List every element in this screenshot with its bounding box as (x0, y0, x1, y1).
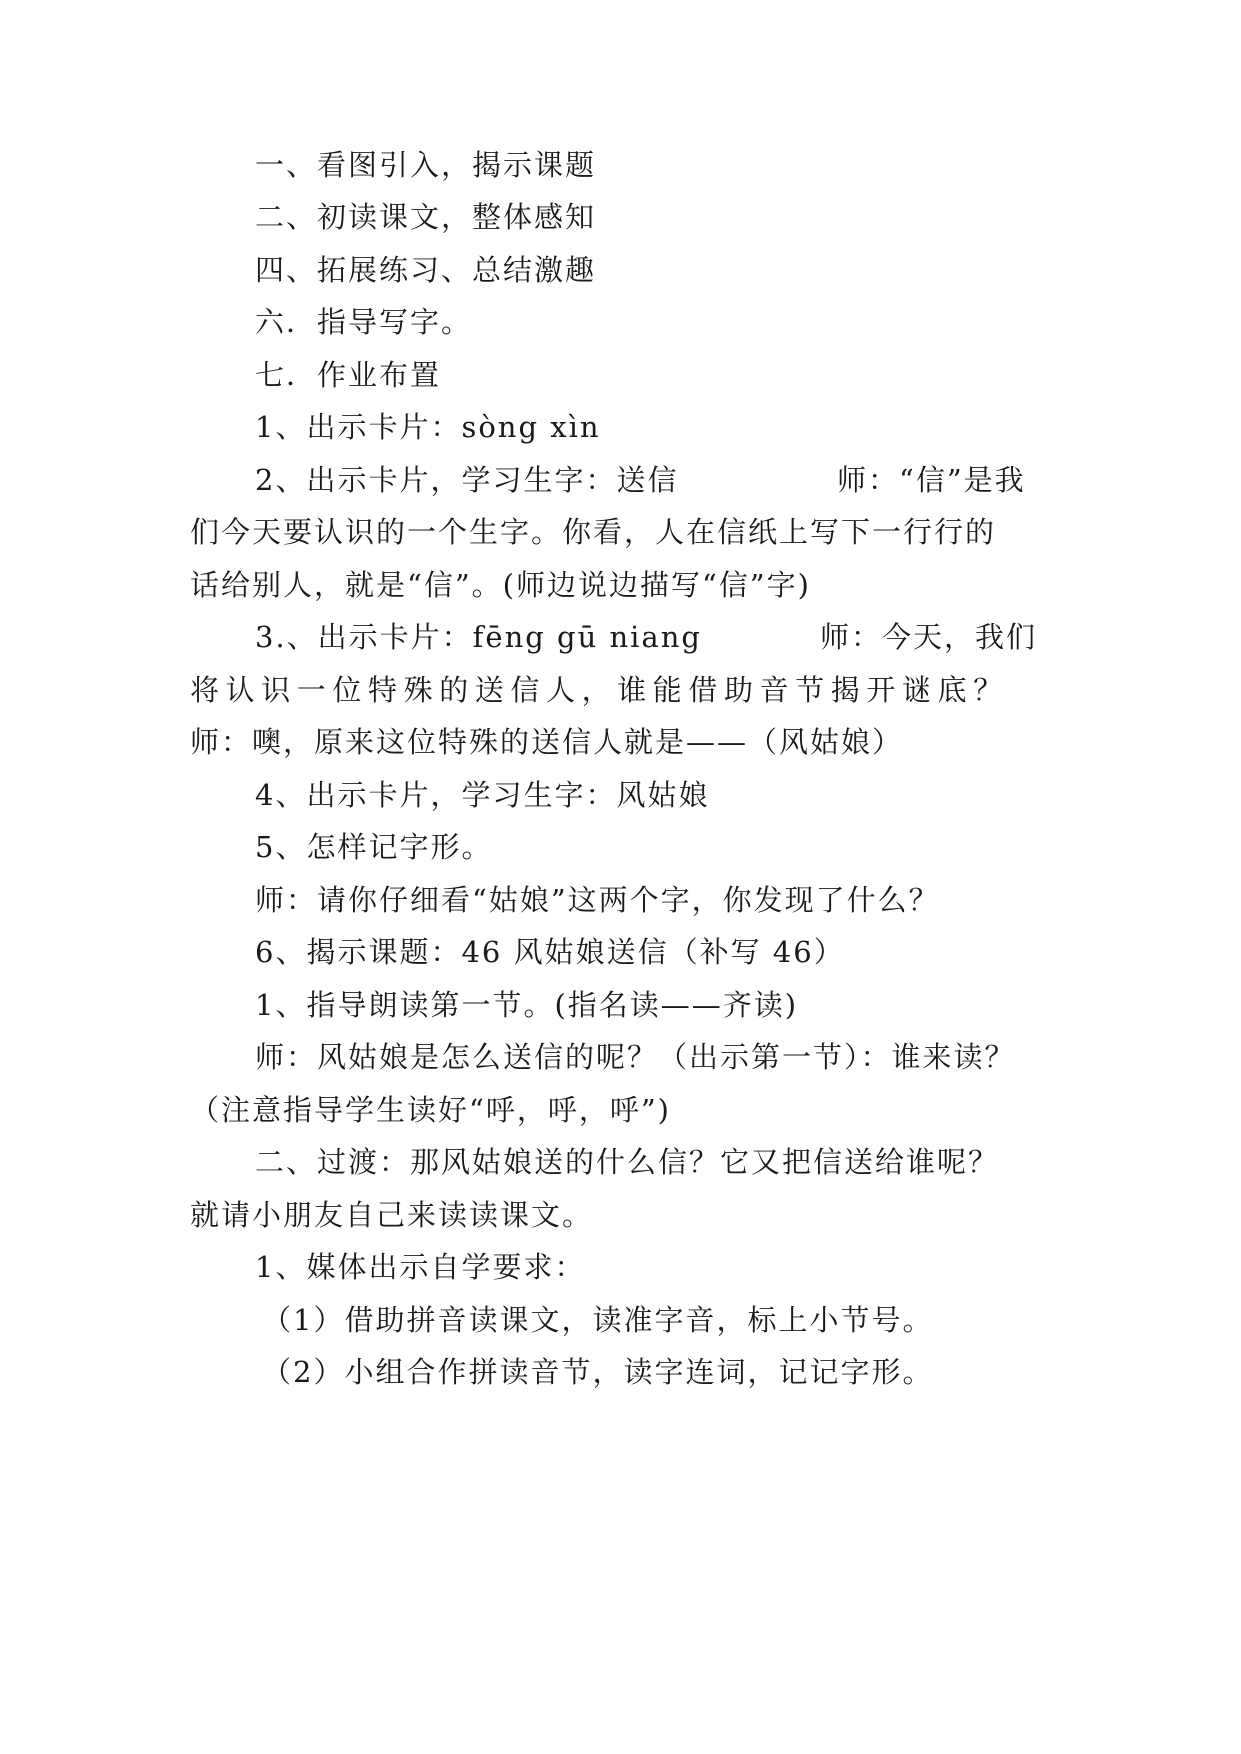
paragraph-reveal-title: 6、揭示课题：46 风姑娘送信（补写 46） (255, 935, 845, 969)
paragraph-transition-end: 就请小朋友自己来读读课文。 (190, 1198, 594, 1232)
heading-homework: 七．作业布置 (255, 358, 442, 392)
paragraph-card-3-teacher: 师：今天，我们 (820, 620, 1038, 654)
list-item-requirement-1: （1）借助拼音读课文，读准字音，标上小节号。 (262, 1303, 934, 1337)
paragraph-reading-guide: 1、指导朗读第一节。(指名读——齐读) (255, 988, 799, 1022)
paragraph-note: （注意指导学生读好“呼，呼，呼”) (190, 1093, 671, 1127)
paragraph-card-2-continued: 们今天要认识的一个生字。你看，人在信纸上写下一行行的 (190, 515, 997, 549)
heading-first-reading: 二、初读课文，整体感知 (255, 200, 597, 234)
paragraph-card-4: 4、出示卡片，学习生字：风姑娘 (255, 778, 710, 812)
paragraph-teacher-question: 师：请你仔细看“姑娘”这两个字，你发现了什么？ (255, 883, 940, 917)
list-item-requirement-2: （2）小组合作拼读音节，读字连词，记记字形。 (262, 1355, 934, 1389)
paragraph-card-3-start: 3.、出示卡片：fēng gū niang (255, 620, 702, 654)
paragraph-card-1: 1、出示卡片：sòng xìn (255, 410, 601, 444)
paragraph-transition: 二、过渡：那风姑娘送的什么信？它又把信送给谁呢？ (255, 1145, 1000, 1179)
heading-intro: 一、看图引入，揭示课题 (255, 148, 597, 182)
heading-extension: 四、拓展练习、总结激趣 (255, 253, 597, 287)
paragraph-card-2-start: 2、出示卡片，学习生字：送信 (255, 463, 679, 497)
paragraph-card-2-end: 话给别人，就是“信”。(师边说边描写“信”字) (190, 568, 811, 602)
paragraph-teacher-ask: 师：风姑娘是怎么送信的呢？（出示第一节）：谁来读？ (255, 1040, 1016, 1074)
paragraph-card-2-teacher: 师：“信”是我 (837, 463, 1026, 497)
paragraph-glyph-shape: 5、怎样记字形。 (255, 830, 493, 864)
paragraph-card-3-continued: 将认识一位特殊的送信人，谁能借助音节揭开谜底？ (190, 673, 1009, 707)
heading-writing: 六．指导写字。 (255, 305, 473, 339)
paragraph-self-study: 1、媒体出示自学要求： (255, 1250, 586, 1284)
paragraph-card-3-end: 师：噢，原来这位特殊的送信人就是——（风姑娘） (190, 725, 904, 759)
